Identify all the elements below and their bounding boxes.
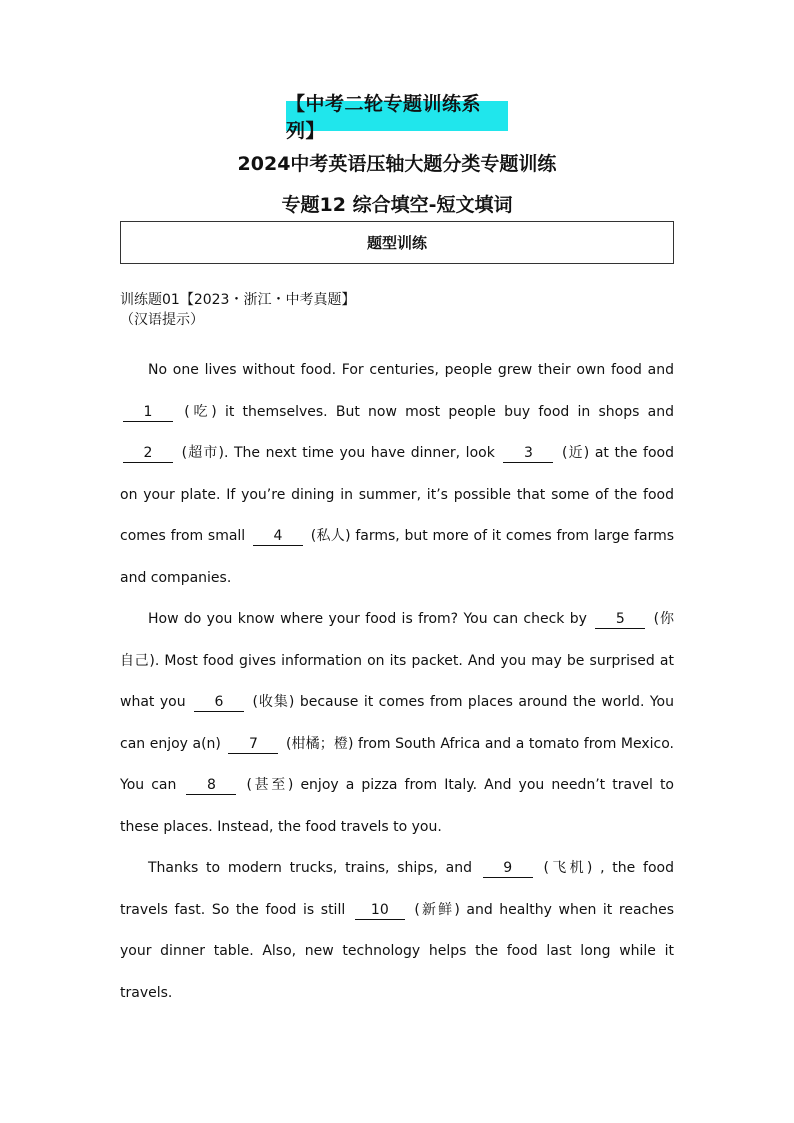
answer-blank-10[interactable]: 10 (355, 901, 405, 920)
passage-text: (收集) because it comes from places around the world. You can enjoy a(n) (120, 694, 675, 752)
passage-text: No one lives without food. For centuries, people grew their own food and (148, 362, 674, 378)
answer-blank-1[interactable]: 1 (123, 403, 173, 422)
answer-blank-6[interactable]: 6 (194, 693, 244, 712)
document-title: 2024中考英语压轴大题分类专题训练 (237, 153, 557, 175)
passage-text: (你自己). Most food gives information on its packet. And you may be surprised at what you (120, 611, 674, 710)
passage-text: (飞机) , the food travels fast. So the food is still (120, 860, 674, 918)
paragraph-3 (120, 848, 674, 1014)
passage-text: (甚至) enjoy a pizza from Italy. And you needn’t travel to these places. Instead, the food travels to you. (120, 777, 674, 835)
answer-blank-3[interactable]: 3 (503, 444, 553, 463)
section-heading-box (120, 221, 674, 264)
passage-text: (柑橘；橙) from South Africa and a tomato from Mexico. You can (120, 735, 674, 793)
paragraph-1 (120, 350, 674, 599)
passage-text: (吃) it themselves. But now most people buy food in shops and (176, 403, 674, 420)
section-heading: 题型训练 (366, 234, 427, 252)
exercise-hint: （汉语提示） (120, 312, 204, 328)
passage-text: Thanks to modern trucks, trains, ships, and (148, 860, 480, 876)
passage-text: (新鲜) and healthy when it reaches your dinner table. Also, new technology helps the food last long while it travels. (120, 901, 675, 1001)
answer-blank-2[interactable]: 2 (123, 444, 173, 463)
passage-text: (近) at the food on your plate. If you’re dining in summer, it’s possible that some of the food comes from small (120, 445, 674, 544)
exercise-title: 训练题01【2023・浙江・中考真题】 (120, 292, 356, 308)
passage-text: (超市). The next time you have dinner, look (176, 445, 501, 461)
answer-blank-8[interactable]: 8 (186, 776, 236, 795)
answer-blank-4[interactable]: 4 (253, 527, 303, 546)
paragraph-2 (120, 599, 674, 848)
passage-text: (私人) farms, but more of it comes from large farms and companies. (120, 528, 675, 586)
passage (120, 350, 674, 1014)
answer-blank-9[interactable]: 9 (483, 859, 533, 878)
series-title: 【中考二轮专题训练系列】 (286, 101, 508, 131)
answer-blank-7[interactable]: 7 (228, 735, 278, 754)
answer-blank-5[interactable]: 5 (595, 610, 645, 629)
passage-text: How do you know where your food is from? You can check by (148, 611, 593, 627)
topic-title: 专题12 综合填空-短文填词 (281, 194, 513, 216)
